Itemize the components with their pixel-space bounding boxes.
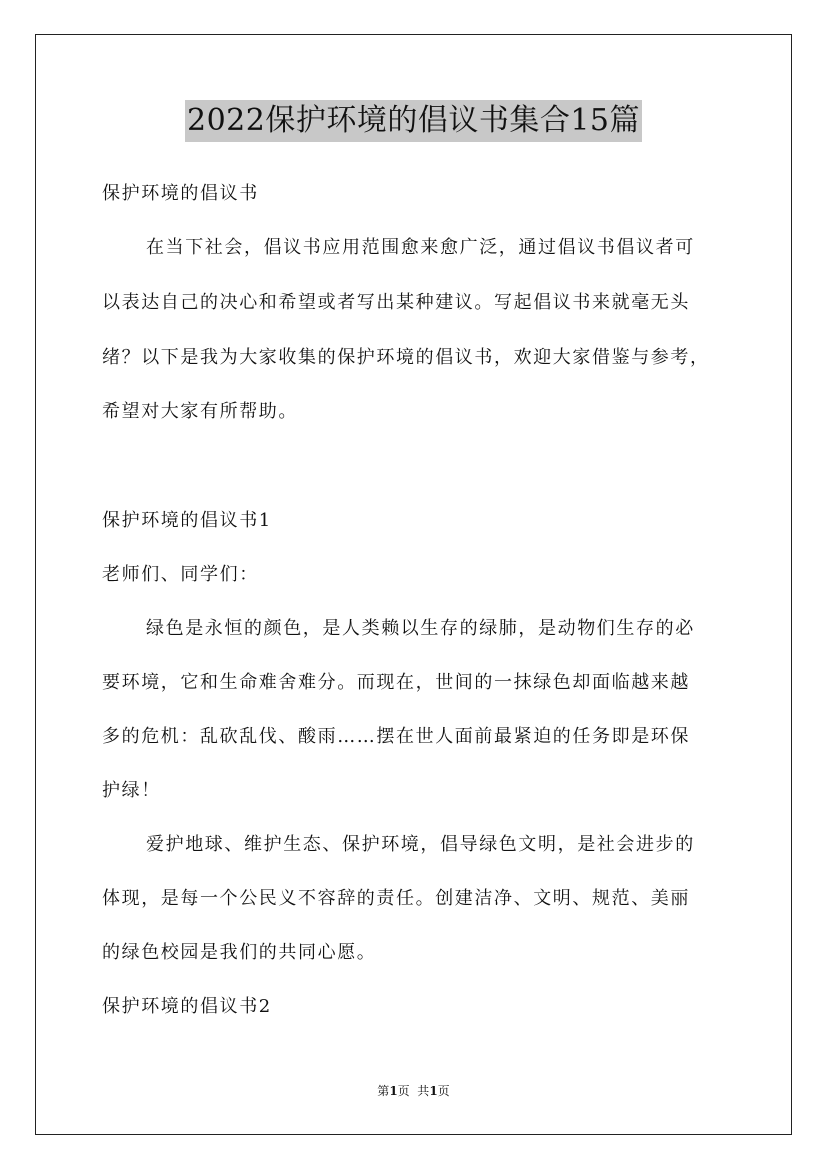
main-heading: 保护环境的倡议书 <box>102 183 259 204</box>
footer-prefix: 第 <box>377 1084 390 1098</box>
para-line: 要环境，它和生命难舍难分。而现在，世间的一抹绿色却面临越来越 <box>102 672 690 693</box>
para-line: 护绿！ <box>102 780 161 801</box>
intro-line: 希望对大家有所帮助。 <box>102 401 298 422</box>
para-line: 绿色是永恒的颜色，是人类赖以生存的绿肺，是动物们生存的必 <box>146 618 695 639</box>
para-line: 的绿色校园是我们的共同心愿。 <box>102 942 377 963</box>
section1-heading: 保护环境的倡议书1 <box>102 510 272 531</box>
footer-page-number: 1 <box>389 1084 398 1098</box>
para-line: 多的危机：乱砍乱伐、酸雨……摆在世人面前最紧迫的任务即是环保 <box>102 726 690 747</box>
document-title: 2022保护环境的倡议书集合15篇 <box>185 100 642 142</box>
footer-page-total: 1 <box>429 1084 438 1098</box>
page-footer <box>0 1083 827 1099</box>
intro-line: 绪？以下是我为大家收集的保护环境的倡议书，欢迎大家借鉴与参考， <box>102 347 710 368</box>
footer-suffix: 页 <box>437 1084 450 1098</box>
footer-mid: 页 共 <box>397 1084 430 1098</box>
intro-line: 以表达自己的决心和希望或者写出某种建议。写起倡议书来就毫无头 <box>102 292 690 313</box>
section2-heading: 保护环境的倡议书2 <box>102 996 272 1017</box>
para-line: 爱护地球、维护生态、保护环境，倡导绿色文明，是社会进步的 <box>146 834 695 855</box>
salutation: 老师们、同学们： <box>102 564 259 585</box>
title-wrap <box>0 100 827 142</box>
intro-line: 在当下社会，倡议书应用范围愈来愈广泛，通过倡议书倡议者可 <box>146 237 695 258</box>
para-line: 体现，是每一个公民义不容辞的责任。创建洁净、文明、规范、美丽 <box>102 888 690 909</box>
